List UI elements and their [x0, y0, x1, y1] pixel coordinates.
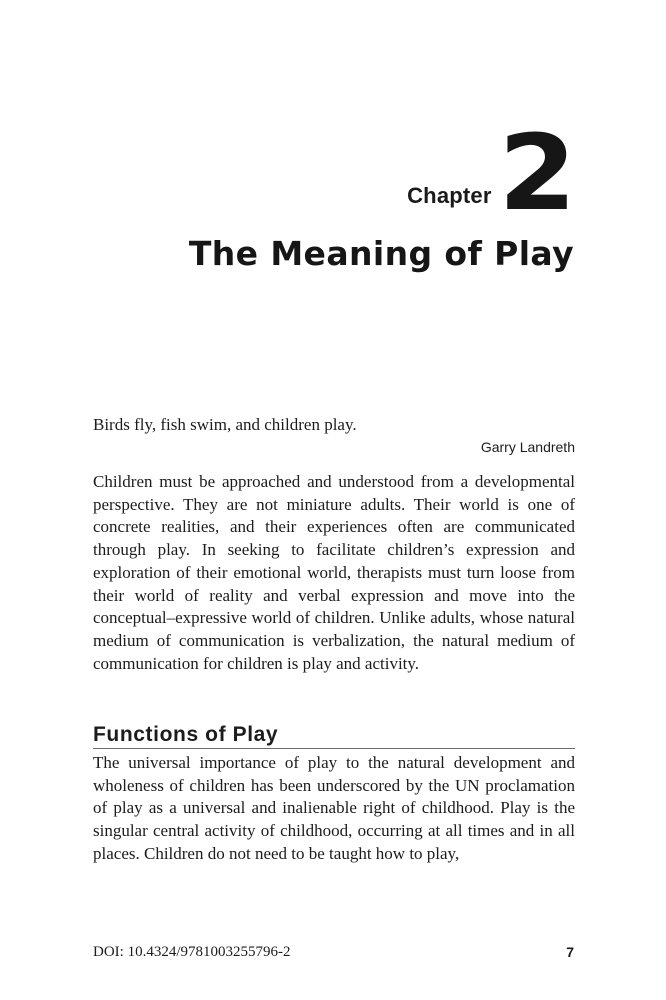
epigraph-author: Garry Landreth	[480, 439, 575, 455]
epigraph	[93, 414, 575, 457]
doi-footer: DOI: 10.4324/9781003255796-2	[93, 944, 291, 960]
page-number: 7	[566, 944, 574, 960]
section-heading: Functions of Play	[93, 722, 575, 749]
epigraph-quote: Birds fly, fish swim, and children play.	[93, 415, 357, 434]
body-paragraph-1: Children must be approached and understood from a developmental perspective. They are not miniature adults. Their world is one of concrete realities, and their experiences often are communicated through play. In seeking to facilitate children’s expression and exploration of their emotional world, therapists must turn loose from their world of reality and verbal expression and move into the conceptual–expressive world of children. Unlike adults, whose natural medium of communication is verbalization, the natural medium of communication for children is play and activity.	[93, 472, 575, 673]
chapter-label: Chapter	[407, 183, 492, 208]
chapter-title: The Meaning of Play	[188, 234, 574, 273]
chapter-number: 2	[497, 112, 574, 234]
body-paragraph-2: The universal importance of play to the natural development and wholeness of children has been underscored by the UN proclamation of play as a universal and inalienable right of childhood. Play is the singular central activity of childhood, occurring at all times and in all places. Children do not need to be taught how to play,	[93, 753, 575, 863]
chapter-heading	[407, 112, 574, 234]
